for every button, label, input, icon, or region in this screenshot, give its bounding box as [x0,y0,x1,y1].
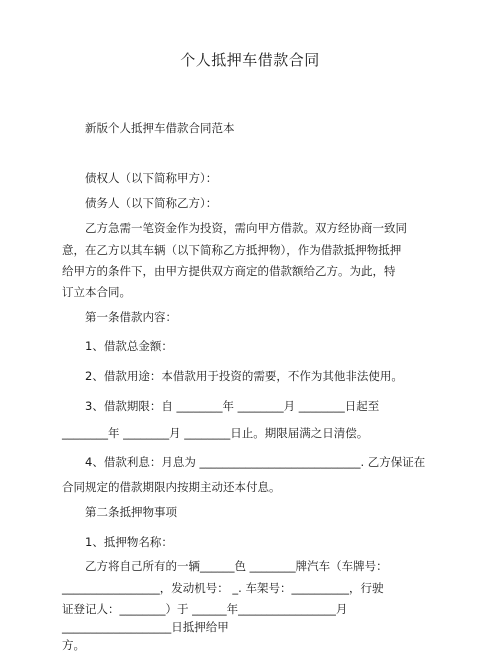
loan-interest-line-1: 4、借款利息：月息为 ____________________________. 乙方保证在 [85,455,426,469]
collateral-name: 1、抵押物名称： [85,535,173,549]
collateral-detail-line: 乙方将自己所有的一辆______色 ________牌汽车（车牌号： [85,559,388,573]
article-1-heading: 第一条借款内容： [85,310,177,324]
debtor-line: 债务人（以下简称乙方）： [85,196,218,210]
loan-total-amount: 1、借款总金额： [85,339,173,353]
loan-term-line-2: ________年 ________月 ________日止。期限届满之日清偿。 [62,426,369,440]
loan-term-line-1: 3、借款期限：自 ________年 ________月 ________日起至 [85,399,380,413]
collateral-detail-line: 证登记人：________）于 ______年_________________月 [62,602,348,616]
collateral-detail-line: 方。 [62,638,85,652]
collateral-detail-line: ___________________日抵押给甲 [62,620,229,634]
article-2-heading: 第二条抵押物事项 [85,505,177,519]
document-title: 个人抵押车借款合同 [180,51,320,69]
intro-paragraph-line: 订立本合同。 [62,285,131,299]
loan-interest-line-2: 合同规定的借款期限内按期主动还本付息。 [62,480,281,494]
intro-paragraph-line: 意，在乙方以其车辆（以下简称乙方抵押物），作为借款抵押物抵押 [62,243,402,257]
intro-paragraph-line: 乙方急需一笔资金作为投资，需向甲方借款。双方经协商一致同 [85,221,407,235]
collateral-detail-line: _________________，发动机号： _. 车架号：__________，行驶 [62,581,384,595]
intro-paragraph-line: 给甲方的条件下，由甲方提供双方商定的借款额给乙方。为此，特 [62,264,396,278]
loan-purpose: 2、借款用途：本借款用于投资的需要，不作为其他非法使用。 [85,369,403,383]
creditor-line: 债权人（以下简称甲方）： [85,171,218,185]
document-subtitle: 新版个人抵押车借款合同范本 [85,121,235,135]
